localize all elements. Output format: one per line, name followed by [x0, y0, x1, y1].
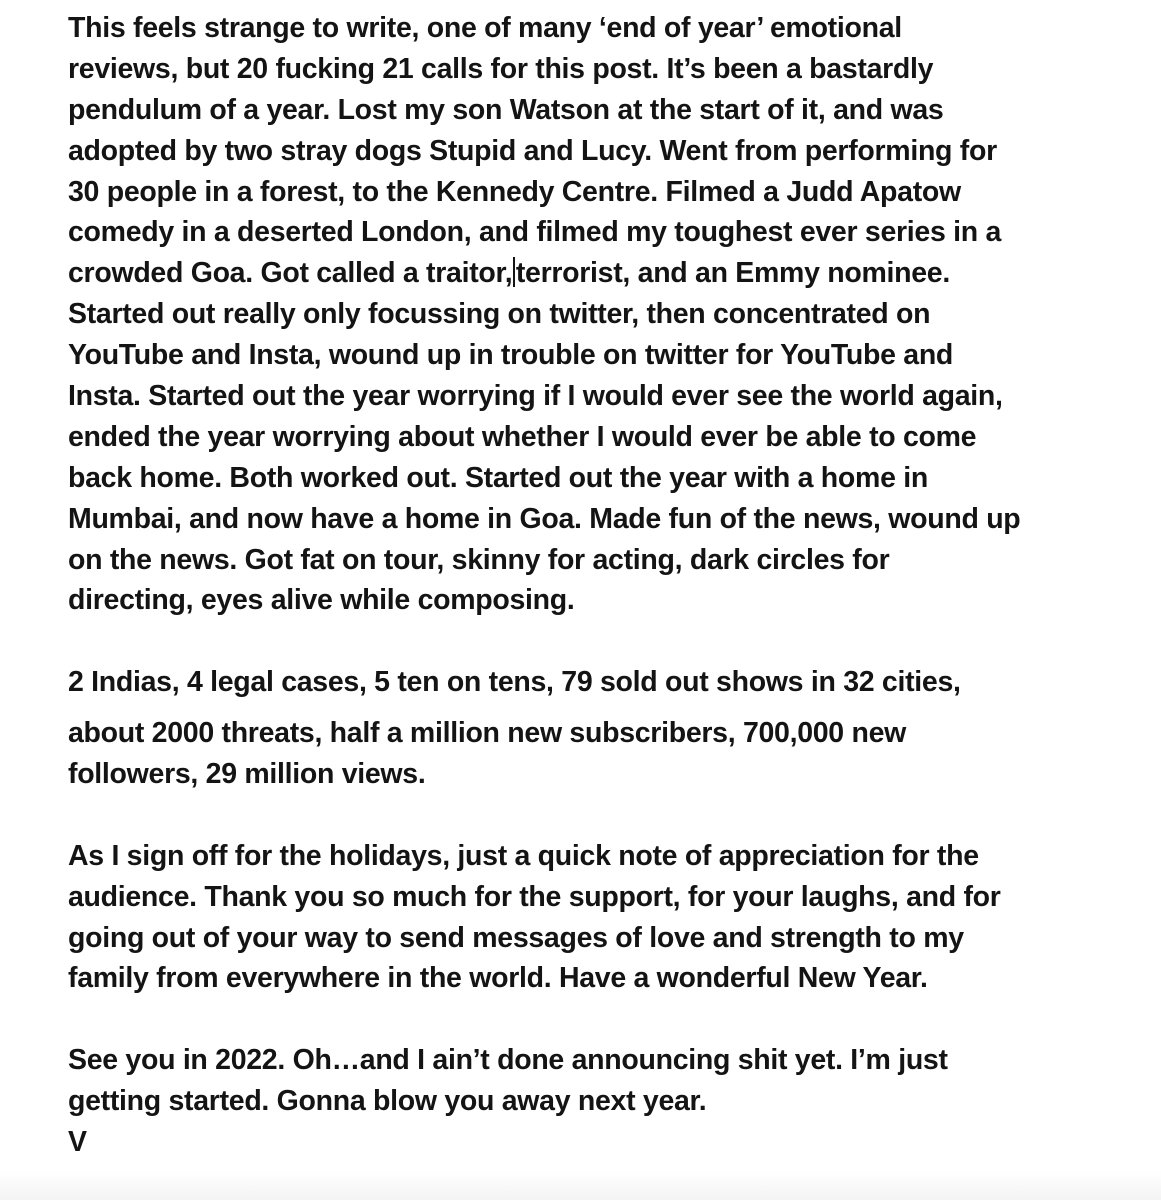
text-line: comedy in a deserted London, and filmed my toughest ever series in a [68, 216, 1002, 249]
text-line: Insta. Started out the year worrying if I would ever see the world again, [68, 380, 1003, 413]
signature: V [68, 1126, 87, 1159]
text-line: about 2000 threats, half a million new subscribers, 700,000 new [68, 717, 907, 750]
text-before-cursor: crowded Goa. Got called a traitor, [68, 257, 513, 290]
text-line: adopted by two stray dogs Stupid and Lucy. Went from performing for [68, 134, 997, 167]
text-line: ended the year worrying about whether I would ever be able to come [68, 420, 977, 453]
text-line: 2 Indias, 4 legal cases, 5 ten on tens, 79 sold out shows in 32 cities, [68, 666, 961, 699]
text-line: See you in 2022. Oh…and I ain’t done announcing shit yet. I’m just [68, 1044, 948, 1077]
text-line: followers, 29 million views. [68, 758, 426, 791]
bottom-edge [0, 1172, 1161, 1200]
text-line: directing, eyes alive while composing. [68, 584, 575, 617]
text-line-with-cursor [68, 253, 1128, 294]
paragraph-appreciation [68, 836, 1128, 1000]
text-line: Mumbai, and now have a home in Goa. Made fun of the news, wound up [68, 502, 1021, 535]
paragraph-spacer [68, 795, 1128, 836]
text-line: 30 people in a forest, to the Kennedy Centre. Filmed a Judd Apatow [68, 175, 961, 208]
paragraph-spacer [68, 621, 1128, 662]
text-line: pendulum of a year. Lost my son Watson at the start of it, and was [68, 93, 944, 126]
paragraph-sign-off [68, 1040, 1128, 1163]
text-line: audience. Thank you so much for the support, for your laughs, and for [68, 880, 1001, 913]
text-line: on the news. Got fat on tour, skinny for acting, dark circles for [68, 543, 890, 576]
document-text[interactable] [68, 8, 1128, 1163]
text-line: As I sign off for the holidays, just a quick note of appreciation for the [68, 839, 979, 872]
text-line: family from everywhere in the world. Have a wonderful New Year. [68, 962, 928, 995]
paragraph-stats [68, 662, 1128, 795]
text-line: YouTube and Insta, wound up in trouble on twitter for YouTube and [68, 339, 954, 372]
text-line: going out of your way to send messages of love and strength to my [68, 921, 964, 954]
line-spacer [68, 703, 1128, 713]
text-line: getting started. Gonna blow you away next year. [68, 1085, 707, 1118]
text-line: reviews, but 20 fucking 21 calls for this post. It’s been a bastardly [68, 52, 934, 85]
paragraph-spacer [68, 999, 1128, 1040]
text-line: Started out really only focussing on twitter, then concentrated on [68, 298, 931, 331]
text-after-cursor: terrorist, and an Emmy nominee. [515, 257, 950, 290]
text-line: This feels strange to write, one of many ‘end of year’ emotional [68, 12, 902, 44]
text-line: back home. Both worked out. Started out the year with a home in [68, 461, 928, 494]
text-cursor [513, 257, 515, 287]
paragraph-year-review [68, 8, 1128, 621]
